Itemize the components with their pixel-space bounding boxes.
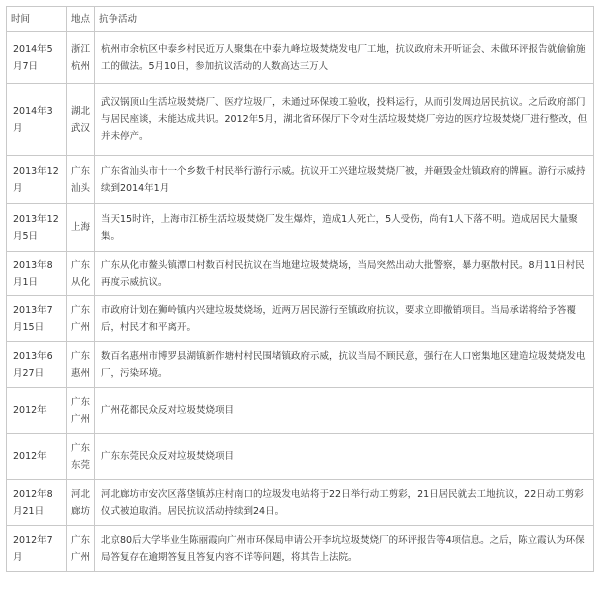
table-row (7, 526, 594, 572)
header-event: 抗争活动 (95, 7, 594, 32)
table-row (7, 388, 594, 434)
table-row (7, 480, 594, 526)
cell-event: 当天15时许，上海市江桥生活垃圾焚烧厂发生爆炸，造成1人死亡，5人受伤，尚有1人下落不明。造成居民大量聚集。 (95, 204, 594, 252)
cell-time: 2012年 (7, 434, 67, 480)
cell-place: 广东广州 (67, 296, 95, 342)
cell-place: 河北廊坊 (67, 480, 95, 526)
cell-time: 2013年12月5日 (7, 204, 67, 252)
cell-event: 北京80后大学毕业生陈丽霞向广州市环保局申请公开李坑垃圾焚烧厂的环评报告等4项信息。之后，陈立霞认为环保局答复存在逾期答复且答复内容不详等问题，将其告上法院。 (95, 526, 594, 572)
cell-event: 广东省汕头市十一个乡数千村民举行游行示威。抗议开工兴建垃圾焚烧厂被，并砸毁金灶镇政府的牌匾。游行示威持续到2014年1月 (95, 156, 594, 204)
cell-place: 广东东莞 (67, 434, 95, 480)
cell-time: 2012年7月 (7, 526, 67, 572)
table-header-row (7, 7, 594, 32)
cell-time: 2013年6月27日 (7, 342, 67, 388)
header-time: 时间 (7, 7, 67, 32)
table-row (7, 434, 594, 480)
header-place: 地点 (67, 7, 95, 32)
cell-place: 广东从化 (67, 252, 95, 296)
cell-place: 湖北武汉 (67, 84, 95, 156)
table-row (7, 252, 594, 296)
table-row (7, 204, 594, 252)
cell-event: 广东从化市鳌头镇潭口村数百村民抗议在当地建垃圾焚烧场，当局突然出动大批警察，暴力驱散村民。8月11日村民再度示威抗议。 (95, 252, 594, 296)
protest-events-table (6, 6, 594, 572)
cell-event: 武汉锅顶山生活垃圾焚烧厂、医疗垃圾厂，未通过环保竣工验收，投料运行，从而引发周边居民抗议。之后政府部门与居民座谈，未能达成共识。2012年5月，湖北省环保厅下令对生活垃圾焚烧厂旁边的医疗垃圾焚烧厂进行整改，但并未停产。 (95, 84, 594, 156)
cell-place: 广东广州 (67, 388, 95, 434)
cell-time: 2014年5月7日 (7, 32, 67, 84)
cell-time: 2013年7月15日 (7, 296, 67, 342)
cell-place: 广东惠州 (67, 342, 95, 388)
cell-time: 2012年8月21日 (7, 480, 67, 526)
cell-event: 杭州市余杭区中泰乡村民近万人聚集在中泰九峰垃圾焚烧发电厂工地，抗议政府未开听证会、未做环评报告就偷偷施工的做法。5月10日，参加抗议活动的人数高达三万人 (95, 32, 594, 84)
cell-time: 2014年3月 (7, 84, 67, 156)
protest-table-container (6, 6, 593, 572)
cell-event: 广州花都民众反对垃圾焚烧项目 (95, 388, 594, 434)
cell-time: 2013年8月1日 (7, 252, 67, 296)
cell-event: 河北廊坊市安次区落垡镇苏庄村南口的垃圾发电站将于22日举行动工剪彩，21日居民就去工地抗议，22日动工剪彩仪式被迫取消。居民抗议活动持续到24日。 (95, 480, 594, 526)
table-row (7, 296, 594, 342)
cell-event: 数百名惠州市博罗县湖镇新作塘村村民围堵镇政府示威，抗议当局不顾民意，强行在人口密集地区建造垃圾焚烧发电厂，污染环境。 (95, 342, 594, 388)
table-row (7, 342, 594, 388)
table-row (7, 84, 594, 156)
table-row (7, 156, 594, 204)
cell-place: 广东汕头 (67, 156, 95, 204)
cell-event: 市政府计划在狮岭镇内兴建垃圾焚烧场，近两万居民游行至镇政府抗议，要求立即撤销项目。当局承诺将给予答覆后，村民才和平离开。 (95, 296, 594, 342)
cell-time: 2013年12月 (7, 156, 67, 204)
cell-place: 广东广州 (67, 526, 95, 572)
cell-time: 2012年 (7, 388, 67, 434)
cell-event: 广东东莞民众反对垃圾焚烧项目 (95, 434, 594, 480)
cell-place: 上海 (67, 204, 95, 252)
cell-place: 浙江杭州 (67, 32, 95, 84)
table-row (7, 32, 594, 84)
